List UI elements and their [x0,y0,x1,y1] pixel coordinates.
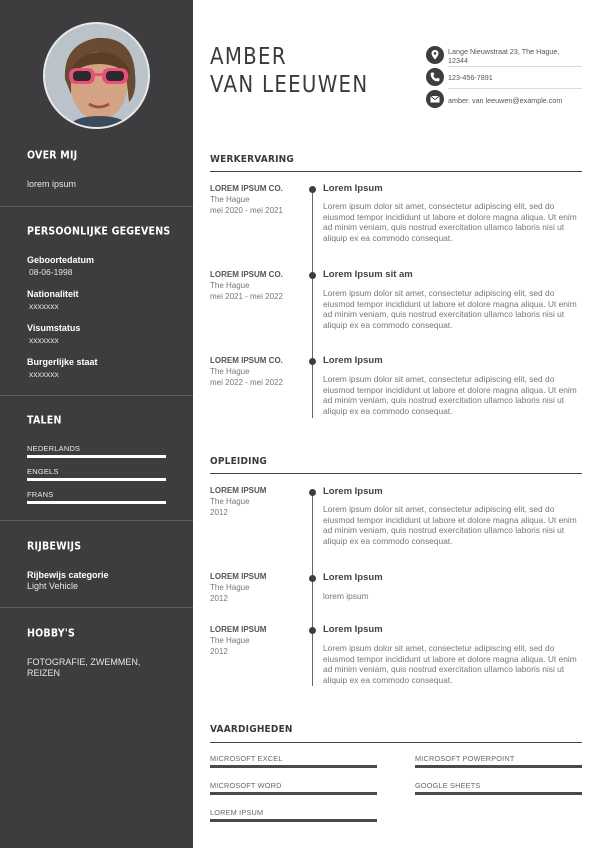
section-rule [210,742,582,743]
birthdate-value: 08-06-1998 [29,267,73,277]
section-rule [210,473,582,474]
experience-role: Lorem Ipsum [323,183,383,194]
experience-org: LOREM IPSUM CO. [210,184,283,193]
contact-email: amber. van leeuwen@example.com [448,96,563,105]
experience-description: Lorem ipsum dolor sit amet, consectetur adipiscing elit, sed do eiusmod tempor incididunt ut labore et dolore magna aliqua. Ut enim ad minim veniam, quis nostrud exercitation ullamco laboris nisi ut aliquip ex ea commodo consequat. [323,201,577,243]
timeline-dot [309,358,316,365]
skill-name: GOOGLE SHEETS [415,781,481,790]
sidebar [0,0,193,848]
language-name: NEDERLANDS [27,444,81,453]
education-description: Lorem ipsum dolor sit amet, consectetur adipiscing elit, sed do eiusmod tempor incididunt ut labore et dolore magna aliqua. Ut enim ad minim veniam, quis nostrud exercitation ullamco laboris nisi ut aliquip ex ea commodo consequat. [323,643,577,685]
experience-period: mei 2022 - mei 2022 [210,378,283,387]
timeline-dot [309,489,316,496]
experience-city: The Hague [210,367,250,376]
experience-period: mei 2020 - mei 2021 [210,206,283,215]
section-rule [210,171,582,172]
language-level-bar [27,455,166,458]
contact-divider [448,88,582,89]
skill-name: LOREM IPSUM [210,808,264,817]
education-title-text: Lorem Ipsum [323,486,383,497]
phone-icon [426,68,444,86]
skill-level-bar [210,765,377,768]
marital-label: Burgerlijke staat [27,357,98,367]
education-description: lorem ipsum [323,591,369,601]
skills-title: VAARDIGHEDEN [210,724,293,736]
education-title-text: Lorem Ipsum [323,572,383,583]
about-text: lorem ipsum [27,179,77,189]
first-name: AMBER [210,44,287,70]
language-level-bar [27,478,166,481]
nationality-label: Nationaliteit [27,289,79,299]
divider [0,520,193,521]
birthdate-label: Geboortedatum [27,255,95,265]
skill-name: MICROSOFT EXCEL [210,754,283,763]
education-city: The Hague [210,636,250,645]
contact-phone: 123-456-7891 [448,73,493,82]
education-year: 2012 [210,508,228,517]
experience-period: mei 2021 - mei 2022 [210,292,283,301]
about-title: OVER MIJ [27,149,78,162]
license-title: RIJBEWIJS [27,540,82,553]
education-title: OPLEIDING [210,456,268,468]
timeline-dot [309,272,316,279]
education-year: 2012 [210,594,228,603]
divider [0,395,193,396]
visa-label: Visumstatus [27,323,81,333]
timeline-dot [309,575,316,582]
divider [0,607,193,608]
profile-photo [45,24,150,129]
language-name: FRANS [27,490,54,499]
education-org: LOREM IPSUM [210,572,267,581]
license-value: Light Vehicle [27,581,79,591]
education-city: The Hague [210,497,250,506]
education-org: LOREM IPSUM [210,486,267,495]
skill-level-bar [415,792,582,795]
location-icon [426,46,444,64]
nationality-value: xxxxxxx [29,301,59,311]
skill-level-bar [415,765,582,768]
avatar [43,22,150,129]
experience-description: Lorem ipsum dolor sit amet, consectetur adipiscing elit, sed do eiusmod tempor incididunt ut labore et dolore magna aliqua. Ut enim ad minim veniam, quis nostrud exercitation ullamco laboris nisi ut aliquip ex ea commodo consequat. [323,374,577,416]
education-year: 2012 [210,647,228,656]
experience-city: The Hague [210,195,250,204]
experience-org: LOREM IPSUM CO. [210,270,283,279]
visa-value: xxxxxxx [29,335,59,345]
education-org: LOREM IPSUM [210,625,267,634]
skill-name: MICROSOFT WORD [210,781,282,790]
hobbies-text-line-2: REIZEN [27,668,61,678]
experience-city: The Hague [210,281,250,290]
divider [0,206,193,207]
experience-role: Lorem Ipsum [323,355,383,366]
language-name: ENGELS [27,467,59,476]
skill-level-bar [210,819,377,822]
last-name: VAN LEEUWEN [210,72,369,98]
hobbies-title: HOBBY'S [27,627,76,640]
education-city: The Hague [210,583,250,592]
timeline-dot [309,627,316,634]
experience-org: LOREM IPSUM CO. [210,356,283,365]
hobbies-text-line-1: FOTOGRAFIE, ZWEMMEN, [27,657,141,667]
languages-title: TALEN [27,414,62,427]
contact-address: Lange Nieuwstraat 23, The Hague, 12344 [448,47,560,65]
timeline-line [312,186,313,418]
contact-divider [448,66,582,67]
education-title-text: Lorem Ipsum [323,624,383,635]
marital-value: xxxxxxx [29,369,59,379]
experience-title: WERKERVARING [210,154,294,166]
timeline-line [312,489,313,686]
experience-role: Lorem Ipsum sit am [323,269,413,280]
language-level-bar [27,501,166,504]
license-label: Rijbewijs categorie [27,570,109,580]
experience-description: Lorem ipsum dolor sit amet, consectetur adipiscing elit, sed do eiusmod tempor incididunt ut labore et dolore magna aliqua. Ut enim ad minim veniam, quis nostrud exercitation ullamco laboris nisi ut aliquip ex ea commodo consequat. [323,288,577,330]
personal-title: PERSOONLIJKE GEGEVENS [27,225,171,238]
timeline-dot [309,186,316,193]
email-icon [426,90,444,108]
skill-name: MICROSOFT POWERPOINT [415,754,515,763]
skill-level-bar [210,792,377,795]
education-description: Lorem ipsum dolor sit amet, consectetur adipiscing elit, sed do eiusmod tempor incididunt ut labore et dolore magna aliqua. Ut enim ad minim veniam, quis nostrud exercitation ullamco laboris nisi ut aliquip ex ea commodo consequat. [323,504,577,546]
